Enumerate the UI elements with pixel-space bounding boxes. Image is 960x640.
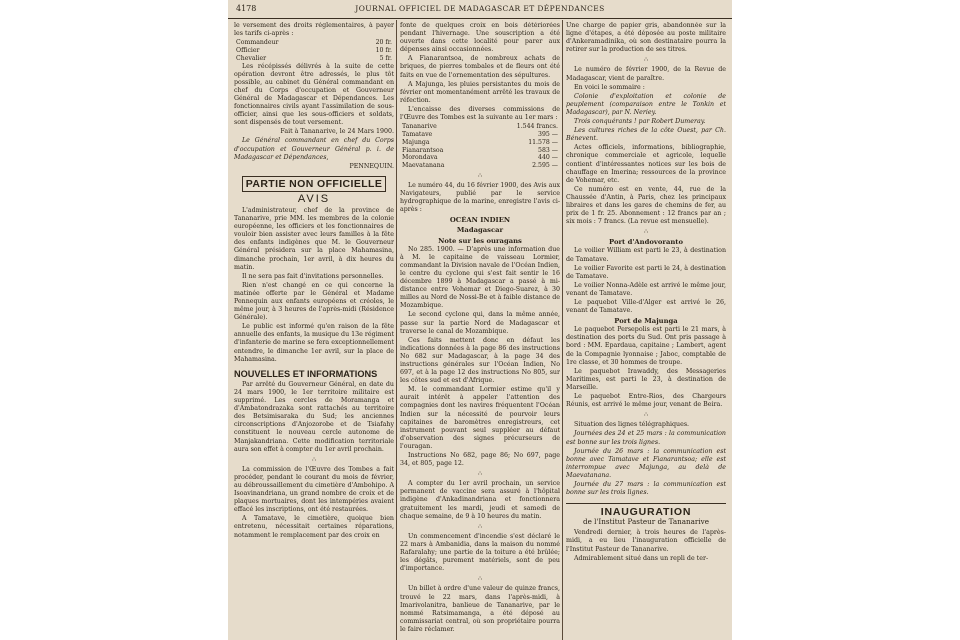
paragraph: fonte de quelques croix en bois détériorées pendant l'hivernage. Une souscription a été ouverte dans cette localité pour parer aux dépenses ainsi occasionnées. — [400, 22, 560, 54]
inauguration-subheading: de l'Institut Pasteur de Tananarive — [583, 517, 709, 527]
fee-value: 5 fr. — [379, 54, 392, 62]
cash-value: 2.595 — — [532, 162, 558, 170]
paragraph: Un commencement d'incendie s'est déclaré le 22 mars à Ambanidia, dans la maison du nommé Rafaralahy; une partie de la toiture a été brûlée; les dégâts, purement matériels, sont de peu d'importance. — [400, 532, 560, 573]
paragraph: le versement des droits réglementaires, à payer les tarifs ci-après : — [234, 22, 394, 38]
paragraph: Le second cyclone qui, dans la même année, passe sur la partie Nord de Madagascar et traverse le canal de Mozambique. — [400, 311, 560, 335]
paragraph: Instructions No 682, page 86; No 697, page 34, et 805, page 12. — [400, 452, 560, 468]
cash-row — [400, 147, 560, 155]
fee-label: Chevalier — [236, 54, 267, 62]
cash-label: Tamatave — [402, 130, 433, 138]
paragraph: Une charge de papier gris, abandonnée sur la ligne d'étapes, a été déposée au poste militaire d'Ankeramadinika, où son destinataire pourra la retirer sur la production de ses titres. — [566, 22, 726, 54]
paragraph: Rien n'est changé en ce qui concerne la matinée offerte par le Général et Madame Pennequin aux enfants européens et créoles, le même jour, à 3 heures de l'après-midi (Résidence Générale). — [234, 281, 394, 322]
paragraph: Il ne sera pas fait d'invitations personnelles. — [242, 272, 384, 280]
separator-asterisks: ∴ — [644, 411, 648, 419]
cash-value: 1.544 francs. — [516, 123, 558, 131]
fee-row — [234, 47, 394, 55]
cash-label: Fianarantsoa — [402, 146, 444, 154]
paragraph: A Fianarantsoa, de nombreux achats de briques, de pierres tombales et de fleurs ont été faits en vue de l'ornementation des sépultures. — [400, 55, 560, 79]
paragraph: Un billet à ordre d'une valeur de quinze francs, trouvé le 22 mars, dans l'après-midi, à Imarivolanitra, banlieue de Tananarive, par le nommé Ratsimamanga, a été déposé au commissariat central, où son propriétaire pourra le faire réclamer. — [400, 585, 560, 633]
fee-label: Commandeur — [236, 39, 279, 47]
paragraph: Colonie d'exploitation et colonie de peuplement (comparaison entre le Tonkin et Madagascar), par N. Neriey. — [566, 92, 726, 116]
fee-label: Officier — [236, 46, 260, 54]
paragraph: Le paquebot Irawaddy, des Messageries Maritimes, est parti le 23, à destination de Marseille. — [566, 367, 726, 391]
separator-asterisks: ∴ — [478, 575, 482, 583]
paragraph: Admirablement situé dans un repli de ter- — [574, 554, 709, 562]
avis-heading: AVIS — [297, 192, 331, 205]
separator-asterisks: ∴ — [644, 56, 648, 64]
paragraph: No 285. 1900. — D'après une information due à M. le capitaine de vaisseau Lormier, commandant la Division navale de l'Océan Indien, le centre du cyclone qui s'est fait sentir le 16 décembre 1899 à Madagascar a passé à mi-distance entre Vohemar et Diego-Suarez, à 30 milles au Nord de Nossi-Be et à faible distance de Mozambique. — [400, 245, 560, 310]
subheading-port-majunga: Port de Majunga — [614, 317, 678, 326]
paragraph: Ces faits mettent donc en défaut les indications données à la page 86 des instructions No 682 sur Madagascar, à la page 34 des instructions générales sur l'Océan Indien, No 697, et à la page 12 des instructions No 805, sur les côtes sud et est d'Afrique. — [400, 336, 560, 385]
page-header — [228, 0, 732, 19]
subheading-madagascar: Madagascar — [456, 226, 504, 235]
fee-value: 10 fr. — [375, 46, 392, 54]
cash-value: 395 — — [538, 130, 558, 138]
paragraph: Journées des 24 et 25 mars : la communication est bonne sur les trois lignes. — [566, 430, 726, 446]
separator-asterisks: ∴ — [312, 455, 316, 463]
paragraph: Situation des lignes télégraphiques. — [574, 421, 690, 429]
paragraph: Les cultures riches de la côte Ouest, par Ch. Bénevent. — [566, 127, 726, 143]
column-1 — [234, 22, 394, 640]
cash-row — [400, 131, 560, 139]
cash-label: Morondava — [402, 154, 438, 162]
cash-row — [400, 123, 560, 131]
paragraph: Le numéro 44, du 16 février 1900, des Avis aux Navigateurs, publié par le service hydrographique de la marine, enregistre l'avis ci-après : — [400, 182, 560, 214]
subheading-ocean-indien: OCÉAN INDIEN — [449, 216, 511, 225]
paragraph: Journée du 27 mars : la communication est bonne sur les trois lignes. — [566, 480, 726, 497]
paragraph: Le voilier William est parti le 23, à destination de Tamatave. — [566, 247, 726, 263]
page-number: 4178 — [236, 4, 257, 13]
subheading-port-andovoranto: Port d'Andovoranto — [609, 238, 683, 247]
signature-name: PENNEQUIN. — [349, 162, 394, 170]
cash-row — [400, 139, 560, 147]
journal-title: JOURNAL OFFICIEL DE MADAGASCAR ET DÉPENDANCES — [355, 4, 605, 13]
paragraph: Le voilier Favorite est parti le 24, à destination de Tamatave. — [566, 264, 726, 280]
paragraph: Trois conquérants ! par Robert Dumeray. — [574, 118, 706, 126]
nouvelles-heading: NOUVELLES ET INFORMATIONS — [234, 368, 378, 379]
newspaper-page — [228, 0, 732, 640]
paragraph: Ce numéro est en vente, 44, rue de la Chaussée d'Antin, à Paris, chez les principaux libraires et dans les gares de chemins de fer, au prix de 1 fr. 25. Abonnement : 12 francs par an ; six mois : 7 francs. (La revue est mensuelle). — [566, 185, 726, 226]
fee-row — [234, 55, 394, 63]
paragraph: L'encaisse des diverses commissions de l'Œuvre des Tombes est la suivante au 1er mars : — [400, 105, 560, 122]
paragraph: En voici le sommaire : — [574, 83, 645, 91]
section-title-partie-non-officielle: PARTIE NON OFFICIELLE — [242, 176, 386, 192]
paragraph: Le public est informé qu'en raison de la fête annuelle des enfants, la musique du 13e régiment d'infanterie de marine se fera exceptionnellement entendre, le dimanche 1er avril, sur la place de Mahamasina. — [234, 323, 394, 363]
cash-label: Majunga — [402, 138, 430, 146]
paragraph: A compter du 1er avril prochain, un service permanent de vaccine sera assuré à l'hôpital indigène d'Ankadinandriana et fonctionnera gratuitement les mardi, jeudi et samedi de chaque semaine, de 9 à 10 heures du matin. — [400, 480, 560, 520]
column-rule-2 — [562, 20, 563, 640]
paragraph: Vendredi dernier, à trois heures de l'après-midi, a eu lieu l'inauguration officielle de l'Institut Pasteur de Tananarive. — [566, 529, 726, 553]
cash-row — [400, 154, 560, 162]
signature-title: Le Général commandant en chef du Corps d'occupation et Gouverneur Général p. i. de Madagascar et Dépendances, — [234, 137, 394, 161]
paragraph: Le paquebot Persepolis est parti le 21 mars, à destination des ports du Sud. Ont pris passage à bord : MM. Epardaua, capitaine ; Lambert, agent de la Compagnie lyonnaise ; Jaboc, comptable de 1re classe, et 30 hommes de troupe. — [566, 326, 726, 366]
cash-label: Maevatanana — [402, 162, 445, 170]
paragraph: L'administrateur, chef de la province de Tananarive, prie MM. les membres de la colonie européenne, les officiers et les fonctionnaires de vouloir bien assister avec leurs familles à la fête des enfants indigènes que M. le Gouverneur Général présidera sur la place Mahamasina, dimanche prochain, 1er avril, à dix heures du matin. — [234, 206, 394, 271]
paragraph: Les récépissés délivrés à la suite de cette opération devront être adressés, le plus tôt possible, au cabinet du Général commandant en chef du Corps d'occupation et Gouverneur Général de Madagascar et Dépendances. Les fonctionnaires civils ayant l'assimilation de sous-officier, ainsi que les sous-officiers et soldats, sont dispensés de tout versement. — [234, 62, 394, 127]
inauguration-block — [566, 503, 726, 563]
date-line: Fait à Tananarive, le 24 Mars 1900. — [280, 128, 394, 136]
cash-label: Tananarive — [402, 123, 437, 131]
paragraph: A Majunga, les pluies persistantes du mois de février ont momentanément arrêté les travaux de réfection. — [400, 80, 560, 104]
fee-value: 20 fr. — [375, 39, 392, 47]
paragraph: La commission de l'Œuvre des Tombes a fait procéder, pendant le courant du mois de février, au débroussaillement du cimetière d'Ambohipo. A Isoavinandriana, un grand nombre de croix et de plaques mortuaires, dont les intempéries avaient effacé les inscriptions, ont été restaurées. — [234, 465, 394, 514]
cash-table — [400, 123, 560, 170]
inauguration-heading: INAUGURATION — [600, 506, 692, 519]
paragraph: Journée du 26 mars : la communication est bonne avec Tamatave et Fianarantsoa; elle est interrompue avec Majunga, au delà de Maevatanana. — [566, 447, 726, 479]
subheading-note-ouragans: Note sur les ouragans — [438, 236, 522, 245]
cash-value: 583 — — [538, 146, 558, 154]
column-3 — [566, 22, 726, 640]
paragraph: Par arrêté du Gouverneur Général, en date du 24 mars 1900, le 1er territoire militaire est supprimé. Les cercles de Moramanga et d'Ambatondrazaka sont rattachés au territoire des Betsimisaraka du Sud; les anciennes circonscriptions d'Anjozorobe et de Tsiafahy constituent le nouveau cercle autonome de Manjakandriana. Cette modification territoriale aura son effet à compter du 1er avril prochain. — [234, 380, 394, 453]
separator-asterisks: ∴ — [644, 228, 648, 236]
fee-row — [234, 39, 394, 47]
cash-row — [400, 162, 560, 170]
paragraph: Le voilier Nonna-Adèle est arrivé le même jour, venant de Tamatave. — [566, 281, 726, 297]
fee-table — [234, 39, 394, 62]
cash-value: 440 — — [538, 154, 558, 162]
paragraph: A Tamatave, le cimetière, quoique bien entretenu, nécessitait certaines réparations, notamment le remplacement par des croix en — [234, 515, 394, 539]
paragraph: Le paquebot Entre-Rios, des Chargeurs Réunis, est arrivé le même jour, venant de Beira. — [566, 393, 726, 409]
separator-asterisks: ∴ — [478, 470, 482, 478]
paragraph: Le paquebot Ville-d'Alger est arrivé le 26, venant de Tamatave. — [566, 299, 726, 315]
paragraph: Le numéro de février 1900, de la Revue de Madagascar, vient de paraître. — [566, 66, 726, 82]
paragraph: Actes officiels, informations, bibliographie, chronique commerciale et agricole, lequelle contient d'intéressantes notices sur les bois de chauffage en Imerina; ressources de la province de Vohemar, etc. — [566, 144, 726, 184]
separator-asterisks: ∴ — [478, 171, 482, 179]
cash-value: 11.578 — — [528, 138, 558, 146]
column-2 — [400, 22, 560, 640]
column-rule-1 — [396, 20, 397, 640]
paragraph: M. le commandant Lormier estime qu'il y aurait intérêt à appeler l'attention des compagnies dont les navires fréquentent l'Océan Indien sur la nécessité de pourvoir leurs capitaines de baromètres enregistreurs, cet instrument pouvant seul suppléer au défaut d'observation des signes précurseurs de l'ouragan. — [400, 386, 560, 450]
separator-asterisks: ∴ — [478, 522, 482, 530]
